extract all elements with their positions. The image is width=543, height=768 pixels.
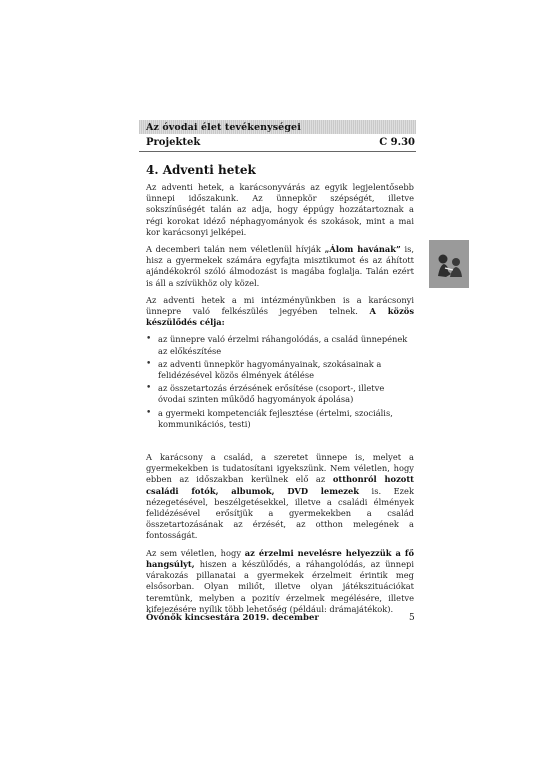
paragraph-intro: Az adventi hetek, a karácsonyvárás az egyik legjelentősebb ünnepi időszakunk. Az ünnepkör szépségét, illetve sokszínűségét talán az adja, hogy éppúgy hozzátartoznak a régi korokat idéző néphagyományok és szokások, mint a mai kor karácsonyi jelképei.	[146, 182, 414, 237]
bold-emotional-education: az érzelmi nevelésre helyezzük a fő hangsúlyt,	[146, 547, 414, 569]
side-tab	[429, 240, 469, 288]
list-item: • a gyermeki kompetenciák fejlesztése (értelmi, szociális, kommunikációs, testi)	[146, 408, 414, 430]
section-label: Projektek	[146, 137, 201, 148]
goals-list	[146, 334, 414, 430]
list-item: • az összetartozás érzésének erősítése (csoport-, illetve óvodai szinten működő hagyományok ápolása)	[146, 383, 414, 405]
chapter-title: Az óvodai élet tevékenységei	[146, 122, 301, 133]
header-divider	[139, 151, 416, 152]
paragraph-emotional: Az sem véletlen, hogy az érzelmi nevelésre helyezzük a fő hangsúlyt, hiszen a készülődés, a ráhangolódás, az ünnepi várakozás pillanatai a gyermekek érzelmeit érintik meg elsősorban. Olyan miliőt, illetve olyan játékszituációkat teremtünk, melyben a pozitív érzelmek megélésére, illetve kifejezésére nyílik több lehetőség (például: drámajátékok).	[146, 547, 414, 614]
article-body	[146, 182, 414, 621]
article-title: 4. Adventi hetek	[146, 163, 256, 177]
paragraph-preparation: Az adventi hetek a mi intézményünkben is a karácsonyi ünnepre való felkészülés jegyében telnek. A közös készülődés célja:	[146, 294, 414, 328]
paragraph-alom-havanak: A decemberi talán nem véletlenül hívják „Álom havának” is, hisz a gyermekek számára egyfajta misztikumot és az áhított ajándékokról szóló álmodozást is magába foglalja. Talán ezért is áll a szívükhöz oly közel.	[146, 244, 415, 288]
children-playing-icon	[429, 240, 469, 288]
page-number: 5	[409, 613, 415, 623]
section-code: C 9.30	[379, 137, 415, 148]
footer-publication: Óvónők kincsestára 2019. december	[146, 613, 319, 623]
bold-family-photos: otthonról hozott családi fotók, albumok, DVD lemezek	[146, 474, 414, 496]
paragraph-family: A karácsony a család, a szeretet ünnepe is, melyet a gyermekekben is tudatosítani igyekszünk. Nem véletlen, hogy ebben az időszakban kerülnek elő az otthonról hozott családi fotók, albumok, DVD lemezek is. Ezek nézegetésével, beszélgetésekkel, illetve a családi élmények felidézésével erősítjük a gyermekekben a család összetartozásának az érzését, az otthon melegének a fontosságát.	[146, 452, 414, 541]
list-item: • az ünnepre való érzelmi ráhangolódás, a család ünnepének az előkészítése	[146, 334, 414, 356]
bold-goal-heading: A közös készülődés célja:	[146, 306, 414, 328]
bold-alom-havanak: „Álom havának”	[324, 244, 401, 255]
list-item: • az adventi ünnepkör hagyományainak, szokásainak a felidézésével közös élmények átélése	[146, 359, 414, 381]
